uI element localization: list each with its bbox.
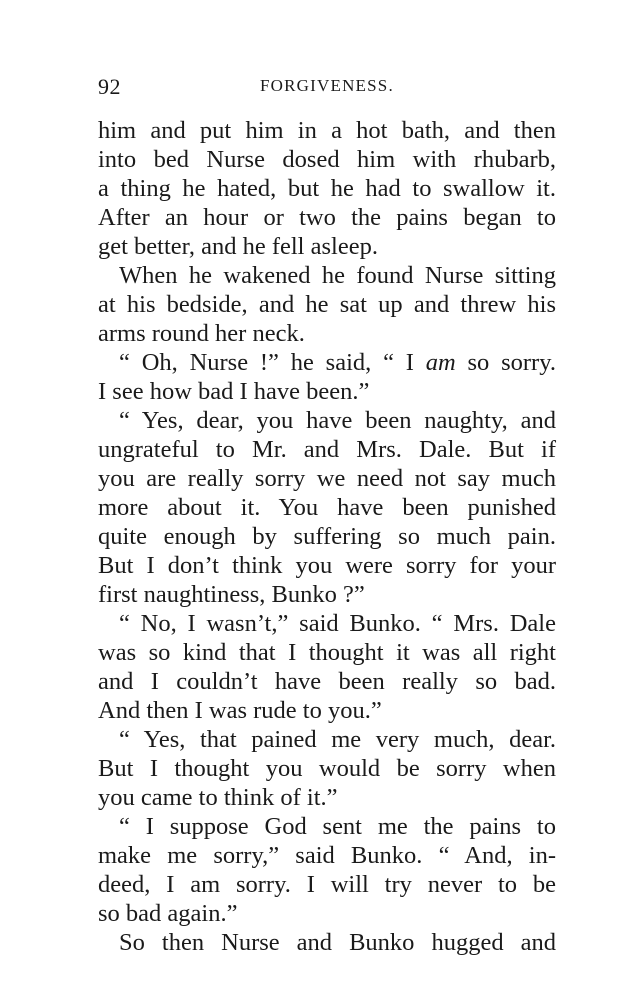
text-line: at his bedside, and he sat up and threw his <box>98 291 556 318</box>
text-line: you are really sorry we need not say much <box>98 465 556 492</box>
body-text <box>98 116 556 957</box>
text-line: I see how bad I have been.” <box>98 378 370 405</box>
text-line: arms round her neck. <box>98 320 305 347</box>
text-line: quite enough by suffering so much pain. <box>98 523 556 550</box>
text-line: get better, and he fell asleep. <box>98 233 378 260</box>
text-line: him and put him in a hot bath, and then <box>98 117 556 144</box>
text-line: But I thought you would be sorry when <box>98 755 556 782</box>
text-line: a thing he hated, but he had to swallow it. <box>98 175 556 202</box>
text-fragment: “ Oh, Nurse !” he said, “ I <box>119 349 426 376</box>
emphasis-text: am <box>425 349 456 376</box>
text-line: make me sorry,” said Bunko. “ And, in- <box>98 842 556 869</box>
text-line: But I don’t think you were sorry for your <box>98 552 556 579</box>
text-line: and I couldn’t have been really so bad. <box>98 668 556 695</box>
text-line: And then I was rude to you.” <box>98 697 382 724</box>
text-line: into bed Nurse dosed him with rhubarb, <box>98 146 556 173</box>
text-line: first naughtiness, Bunko ?” <box>98 581 365 608</box>
text-line: When he wakened he found Nurse sitting <box>119 262 556 289</box>
text-line: “ Yes, that pained me very much, dear. <box>119 726 556 753</box>
running-title: FORGIVENESS. <box>260 76 394 95</box>
text-line: was so kind that I thought it was all right <box>98 639 556 666</box>
text-line: more about it. You have been punished <box>98 494 556 521</box>
text-line: you came to think of it.” <box>98 784 338 811</box>
page-number: 92 <box>98 74 121 99</box>
text-line: so bad again.” <box>98 900 238 927</box>
text-line: “ Yes, dear, you have been naughty, and <box>119 407 556 434</box>
text-fragment: so sorry. <box>455 349 557 376</box>
text-line <box>98 348 556 377</box>
text-line: “ No, I wasn’t,” said Bunko. “ Mrs. Dale <box>119 610 556 637</box>
text-line: So then Nurse and Bunko hugged and <box>119 929 556 956</box>
text-line: After an hour or two the pains began to <box>98 204 556 231</box>
text-line: “ I suppose God sent me the pains to <box>119 813 556 840</box>
running-head <box>98 74 556 102</box>
text-line: ungrateful to Mr. and Mrs. Dale. But if <box>98 436 556 463</box>
text-line: deed, I am sorry. I will try never to be <box>98 871 556 898</box>
